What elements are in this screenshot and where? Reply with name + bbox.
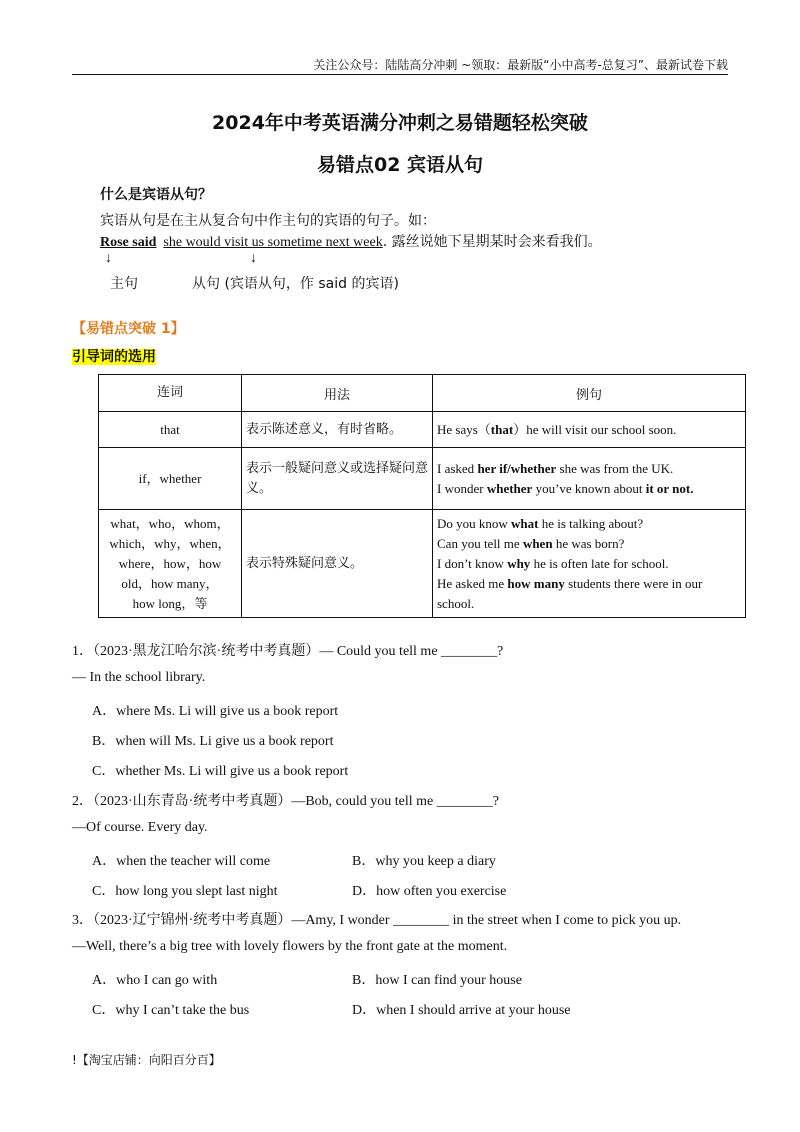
table-cell-conjunction [99,510,242,618]
table-cell-example [433,448,746,510]
question-3-option-b[interactable]: B．how I can find your house [352,973,522,988]
question-2-option-b[interactable]: B．why you keep a diary [352,854,496,869]
question-1-option-c[interactable]: C．whether Ms. Li will give us a book report [92,764,349,779]
section-heading-text: 引导词的选用 [72,349,156,365]
conjunction-text: where，how，how [118,555,222,571]
section-heading [72,346,156,366]
question-3-option-d[interactable]: D．when I should arrive at your house [352,1003,571,1018]
table-header-row [99,375,746,412]
question-3-stem: 3．（2023·辽宁锦州·统考中考真题）—Amy, I wonder ________ in the street when I come to pick you up. [72,913,682,928]
table-row [99,448,746,510]
conjunction-text: what，who，whom， [110,515,230,531]
question-1-stem: 1．（2023·黑龙江哈尔滨·统考中考真题）— Could you tell me ________? [72,644,504,659]
table-row [99,510,746,618]
conjunction-text: old，how many， [121,575,219,591]
question-1-reply: — In the school library. [72,670,206,685]
arrow-main: ↓ [105,251,112,266]
intro-definition: 宾语从句是在主从复合句中作主句的宾语的句子。如： [100,213,436,229]
label-object-clause: 从句 (宾语从句，作 said 的宾语) [192,276,399,292]
table-header: 用法 [242,375,433,412]
page-header: 关注公众号：陆陆高分冲刺 ~领取：最新版“小中高考-总复习”、最新试卷下载 [313,58,728,72]
table-header: 连词 [99,375,242,412]
example-object-clause: she would visit us sometime next week [163,235,383,250]
table-cell-example [433,412,746,448]
example-translation: . 露丝说她下星期某时会来看我们。 [382,234,602,250]
table-cell-example [433,510,746,618]
table-cell-usage: 表示陈述意义，有时省略。 [242,412,433,448]
table-row [99,412,746,448]
conjunction-text: if，whether [138,470,202,486]
conjunction-text: which，why，when， [109,535,231,551]
question-2-option-c[interactable]: C．how long you slept last night [92,884,278,899]
table-cell-usage: 表示一般疑问意义或选择疑问意义。 [242,448,433,510]
table-header: 例句 [433,375,746,412]
question-1-option-a[interactable]: A．where Ms. Li will give us a book report [92,704,339,719]
header-rule [72,74,728,75]
table-cell-conjunction [99,412,242,448]
question-2-stem: 2．（2023·山东青岛·统考中考真题）—Bob, could you tell me ________? [72,794,499,809]
arrow-clause: ↓ [250,251,257,266]
document-subtitle: 易错点02 宾语从句 [316,154,484,176]
page-footer: !【淘宝店铺：向阳百分百】 [72,1053,221,1067]
table-cell-conjunction [99,448,242,510]
section-tag: 【易错点突破 1】 [72,321,185,337]
intro-example [100,231,602,251]
document-title: 2024年中考英语满分冲刺之易错题轻松突破 [212,112,588,134]
question-3-option-c[interactable]: C．why I can’t take the bus [92,1003,250,1018]
table-cell-usage: 表示特殊疑问意义。 [242,510,433,618]
example-sentence: school. [437,595,475,611]
question-2-reply: —Of course. Every day. [72,820,208,835]
question-3-option-a[interactable]: A．who I can go with [92,973,218,988]
example-sentence: Can you tell me when he was born? [437,535,625,551]
example-sentence: He asked me how many students there were in our [437,575,703,591]
example-main-clause: Rose said [100,235,157,250]
label-main-clause: 主句 [110,276,138,292]
intro-heading: 什么是宾语从句？ [100,187,212,203]
conjunction-table [98,374,746,618]
question-2-option-a[interactable]: A．when the teacher will come [92,854,271,869]
conjunction-text: that [160,421,180,437]
example-sentence: I don’t know why he is often late for school. [437,555,669,571]
question-1-option-b[interactable]: B．when will Ms. Li give us a book report [92,734,334,749]
example-sentence: I wonder whether you’ve known about it or not. [437,480,694,496]
example-sentence: Do you know what he is talking about? [437,515,644,531]
example-sentence: I asked her if/whether she was from the UK. [437,460,674,476]
question-3-reply: —Well, there’s a big tree with lovely flowers by the front gate at the moment. [72,939,508,954]
question-2-option-d[interactable]: D．how often you exercise [352,884,507,899]
example-sentence: He says（that）he will visit our school soon. [437,421,677,437]
conjunction-text: how long，等 [132,595,208,611]
